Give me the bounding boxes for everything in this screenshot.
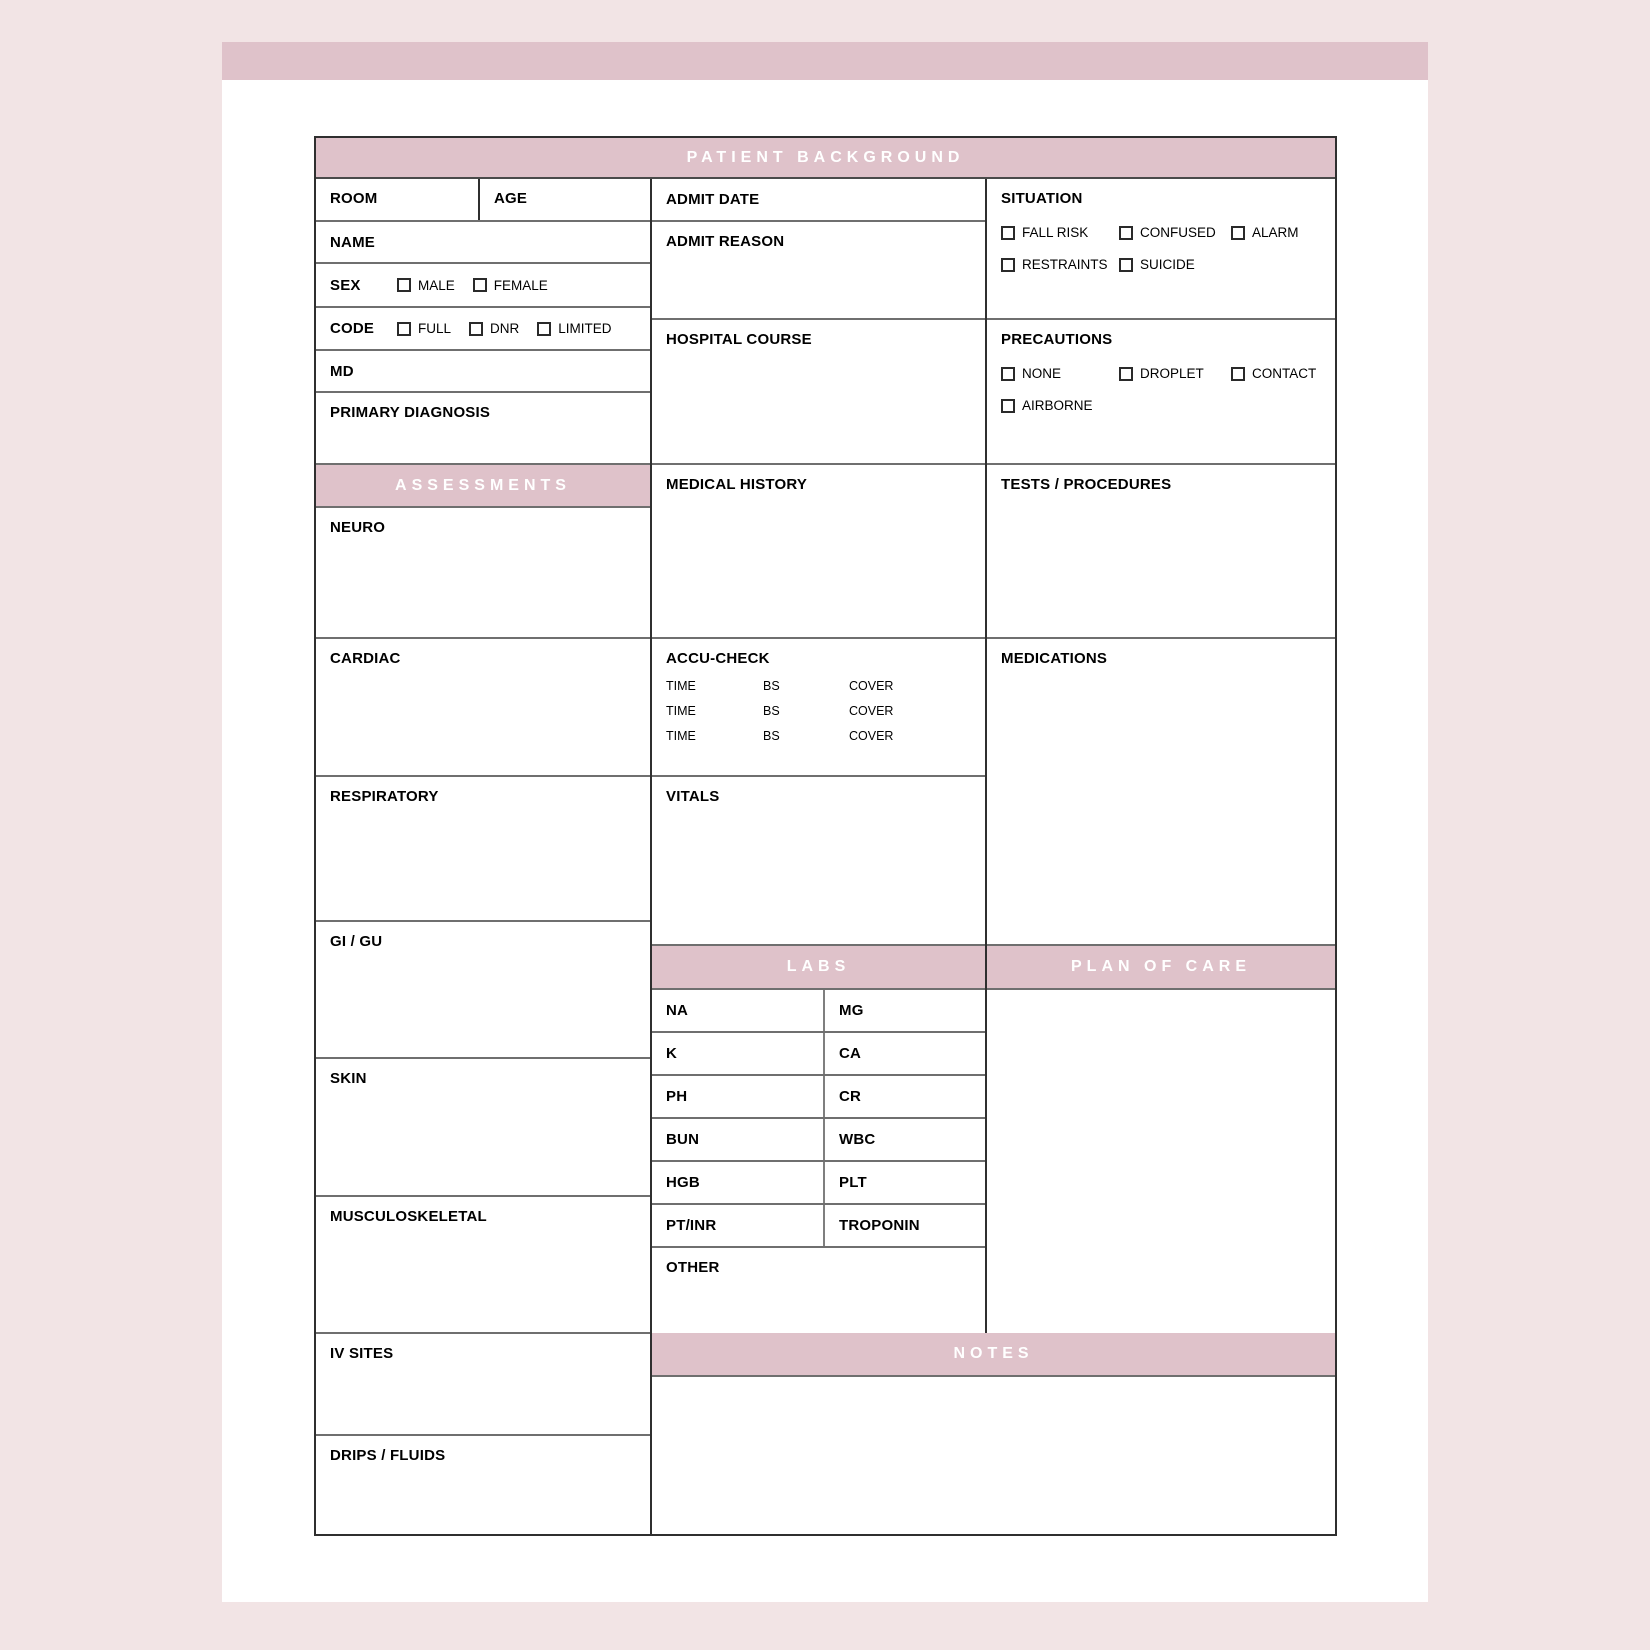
dnr-label: DNR [490,321,520,336]
ph-label: PH [666,1088,688,1105]
bun-label: BUN [666,1131,700,1148]
respiratory-label: RESPIRATORY [330,788,439,805]
medications-cell [987,639,1335,946]
situation-option-restraints [1001,257,1119,272]
labs-row-bun-wbc [652,1119,985,1162]
bs-label: BS [763,704,780,718]
precaution-option-airborne [1001,398,1093,413]
iv-sites-label: IV SITES [330,1345,394,1362]
accu-check-row-3 [666,729,971,743]
middle-column [652,179,987,1333]
iv-sites-cell [316,1334,650,1436]
situation-cell [987,179,1335,320]
admit-reason-label: ADMIT REASON [666,233,785,250]
admit-reason-cell [652,222,985,320]
left-column [316,179,652,1534]
form-body [316,179,1335,1534]
tests-procedures-cell [987,465,1335,639]
suicide-label: SUICIDE [1140,257,1195,272]
drips-fluids-label: DRIPS / FLUIDS [330,1447,446,1464]
precaution-option-droplet [1119,366,1231,381]
wbc-cell [825,1119,985,1160]
limited-label: LIMITED [558,321,612,336]
other-label: OTHER [666,1259,720,1276]
labs-row-na-mg [652,990,985,1033]
cr-label: CR [839,1088,862,1105]
skin-cell [316,1059,650,1197]
full-label: FULL [418,321,452,336]
cardiac-cell [316,639,650,777]
admit-date-cell [652,179,985,222]
suicide-checkbox[interactable] [1119,258,1133,272]
page-top-banner [222,42,1428,80]
cover-label: COVER [849,679,894,693]
precautions-label: PRECAUTIONS [1001,331,1113,348]
limited-checkbox[interactable] [537,322,551,336]
cr-cell [825,1076,985,1117]
fall-risk-checkbox[interactable] [1001,226,1015,240]
hgb-cell [652,1162,825,1203]
code-cell [316,308,650,351]
musculoskeletal-cell [316,1197,650,1334]
sex-cell [316,264,650,308]
precautions-row-2 [1001,398,1321,413]
gi-gu-cell [316,922,650,1059]
na-cell [652,990,825,1031]
confused-checkbox[interactable] [1119,226,1133,240]
situation-option-fall-risk [1001,225,1119,240]
notes-area [652,1377,1335,1534]
airborne-checkbox[interactable] [1001,399,1015,413]
neuro-cell [316,508,650,639]
plt-label: PLT [839,1174,867,1191]
mg-label: MG [839,1002,864,1019]
code-option-dnr [469,321,519,336]
situation-option-confused [1119,225,1231,240]
drips-fluids-cell [316,1436,650,1534]
k-cell [652,1033,825,1074]
labs-row-ptinr-troponin [652,1205,985,1248]
contact-checkbox[interactable] [1231,367,1245,381]
restraints-label: RESTRAINTS [1022,257,1108,272]
right-column [987,179,1335,1333]
section-header-labs: LABS [652,946,985,990]
troponin-label: TROPONIN [839,1217,920,1234]
vitals-label: VITALS [666,788,720,805]
bs-label: BS [763,729,780,743]
ca-cell [825,1033,985,1074]
vitals-cell [652,777,985,946]
female-label: FEMALE [493,277,548,293]
hospital-course-cell [652,320,985,465]
section-header-plan-of-care: PLAN OF CARE [987,946,1335,990]
labs-row-hgb-plt [652,1162,985,1205]
room-label: ROOM [330,190,378,207]
situation-option-alarm [1231,225,1299,240]
admit-date-label: ADMIT DATE [666,191,760,208]
code-label: CODE [330,320,375,337]
name-label: NAME [330,233,375,251]
situation-row-1 [1001,225,1321,240]
right-section [652,179,1335,1534]
cover-label: COVER [849,704,894,718]
code-option-full [397,321,451,336]
respiratory-cell [316,777,650,922]
accu-check-row-1 [666,679,971,693]
plt-cell [825,1162,985,1203]
hgb-label: HGB [666,1174,700,1191]
none-label: NONE [1022,366,1062,381]
name-cell [316,222,650,264]
labs-row-k-ca [652,1033,985,1076]
wbc-label: WBC [839,1131,876,1148]
medications-label: MEDICATIONS [1001,650,1108,667]
upper-columns [652,179,1335,1333]
droplet-label: DROPLET [1140,366,1204,381]
situation-row-2 [1001,257,1321,272]
accu-check-label: ACCU-CHECK [666,650,770,667]
restraints-checkbox[interactable] [1001,258,1015,272]
bs-label: BS [763,679,780,693]
mg-cell [825,990,985,1031]
medical-history-cell [652,465,985,639]
labs-other-cell [652,1248,985,1333]
neuro-label: NEURO [330,519,386,536]
nurse-report-sheet [314,136,1337,1536]
bun-cell [652,1119,825,1160]
md-cell [316,351,650,393]
medical-history-label: MEDICAL HISTORY [666,476,808,493]
document-page [222,42,1428,1602]
age-label: AGE [494,190,528,207]
precautions-row-1 [1001,366,1321,381]
precaution-option-none [1001,366,1119,381]
ph-cell [652,1076,825,1117]
ca-label: CA [839,1045,862,1062]
female-checkbox[interactable] [473,278,487,292]
labs-row-ph-cr [652,1076,985,1119]
situation-label: SITUATION [1001,190,1083,207]
gi-gu-label: GI / GU [330,933,383,950]
contact-label: CONTACT [1252,366,1317,381]
primary-diagnosis-cell [316,393,650,465]
cover-label: COVER [849,729,894,743]
male-label: MALE [418,277,455,293]
section-header-patient-background: PATIENT BACKGROUND [316,138,1335,179]
confused-label: CONFUSED [1140,225,1216,240]
fall-risk-label: FALL RISK [1022,225,1089,240]
section-header-assessments: ASSESSMENTS [316,465,650,508]
na-label: NA [666,1002,689,1019]
alarm-checkbox[interactable] [1231,226,1245,240]
md-label: MD [330,362,354,380]
airborne-label: AIRBORNE [1022,398,1093,413]
sex-option-male [397,278,455,293]
primary-diagnosis-label: PRIMARY DIAGNOSIS [330,404,491,421]
alarm-label: ALARM [1252,225,1299,240]
full-code-checkbox[interactable] [397,322,411,336]
time-label: TIME [666,679,696,693]
precaution-option-contact [1231,366,1316,381]
pt-inr-cell [652,1205,825,1246]
dnr-checkbox[interactable] [469,322,483,336]
room-cell [316,179,480,220]
skin-label: SKIN [330,1070,367,1087]
k-label: K [666,1045,678,1062]
code-option-limited [537,321,611,336]
hospital-course-label: HOSPITAL COURSE [666,331,812,348]
age-cell [480,179,650,220]
tests-procedures-label: TESTS / PROCEDURES [1001,476,1172,493]
time-label: TIME [666,729,696,743]
sex-label: SEX [330,276,361,294]
section-header-notes: NOTES [652,1333,1335,1377]
troponin-cell [825,1205,985,1246]
droplet-checkbox[interactable] [1119,367,1133,381]
accu-check-cell [652,639,985,777]
sex-option-female [473,278,548,293]
none-checkbox[interactable] [1001,367,1015,381]
plan-of-care-area [987,990,1335,1333]
room-age-row [316,179,650,222]
musculoskeletal-label: MUSCULOSKELETAL [330,1208,487,1225]
time-label: TIME [666,704,696,718]
precautions-cell [987,320,1335,465]
cardiac-label: CARDIAC [330,650,401,667]
pt-inr-label: PT/INR [666,1217,717,1234]
male-checkbox[interactable] [397,278,411,292]
situation-option-suicide [1119,257,1195,272]
accu-check-row-2 [666,704,971,718]
